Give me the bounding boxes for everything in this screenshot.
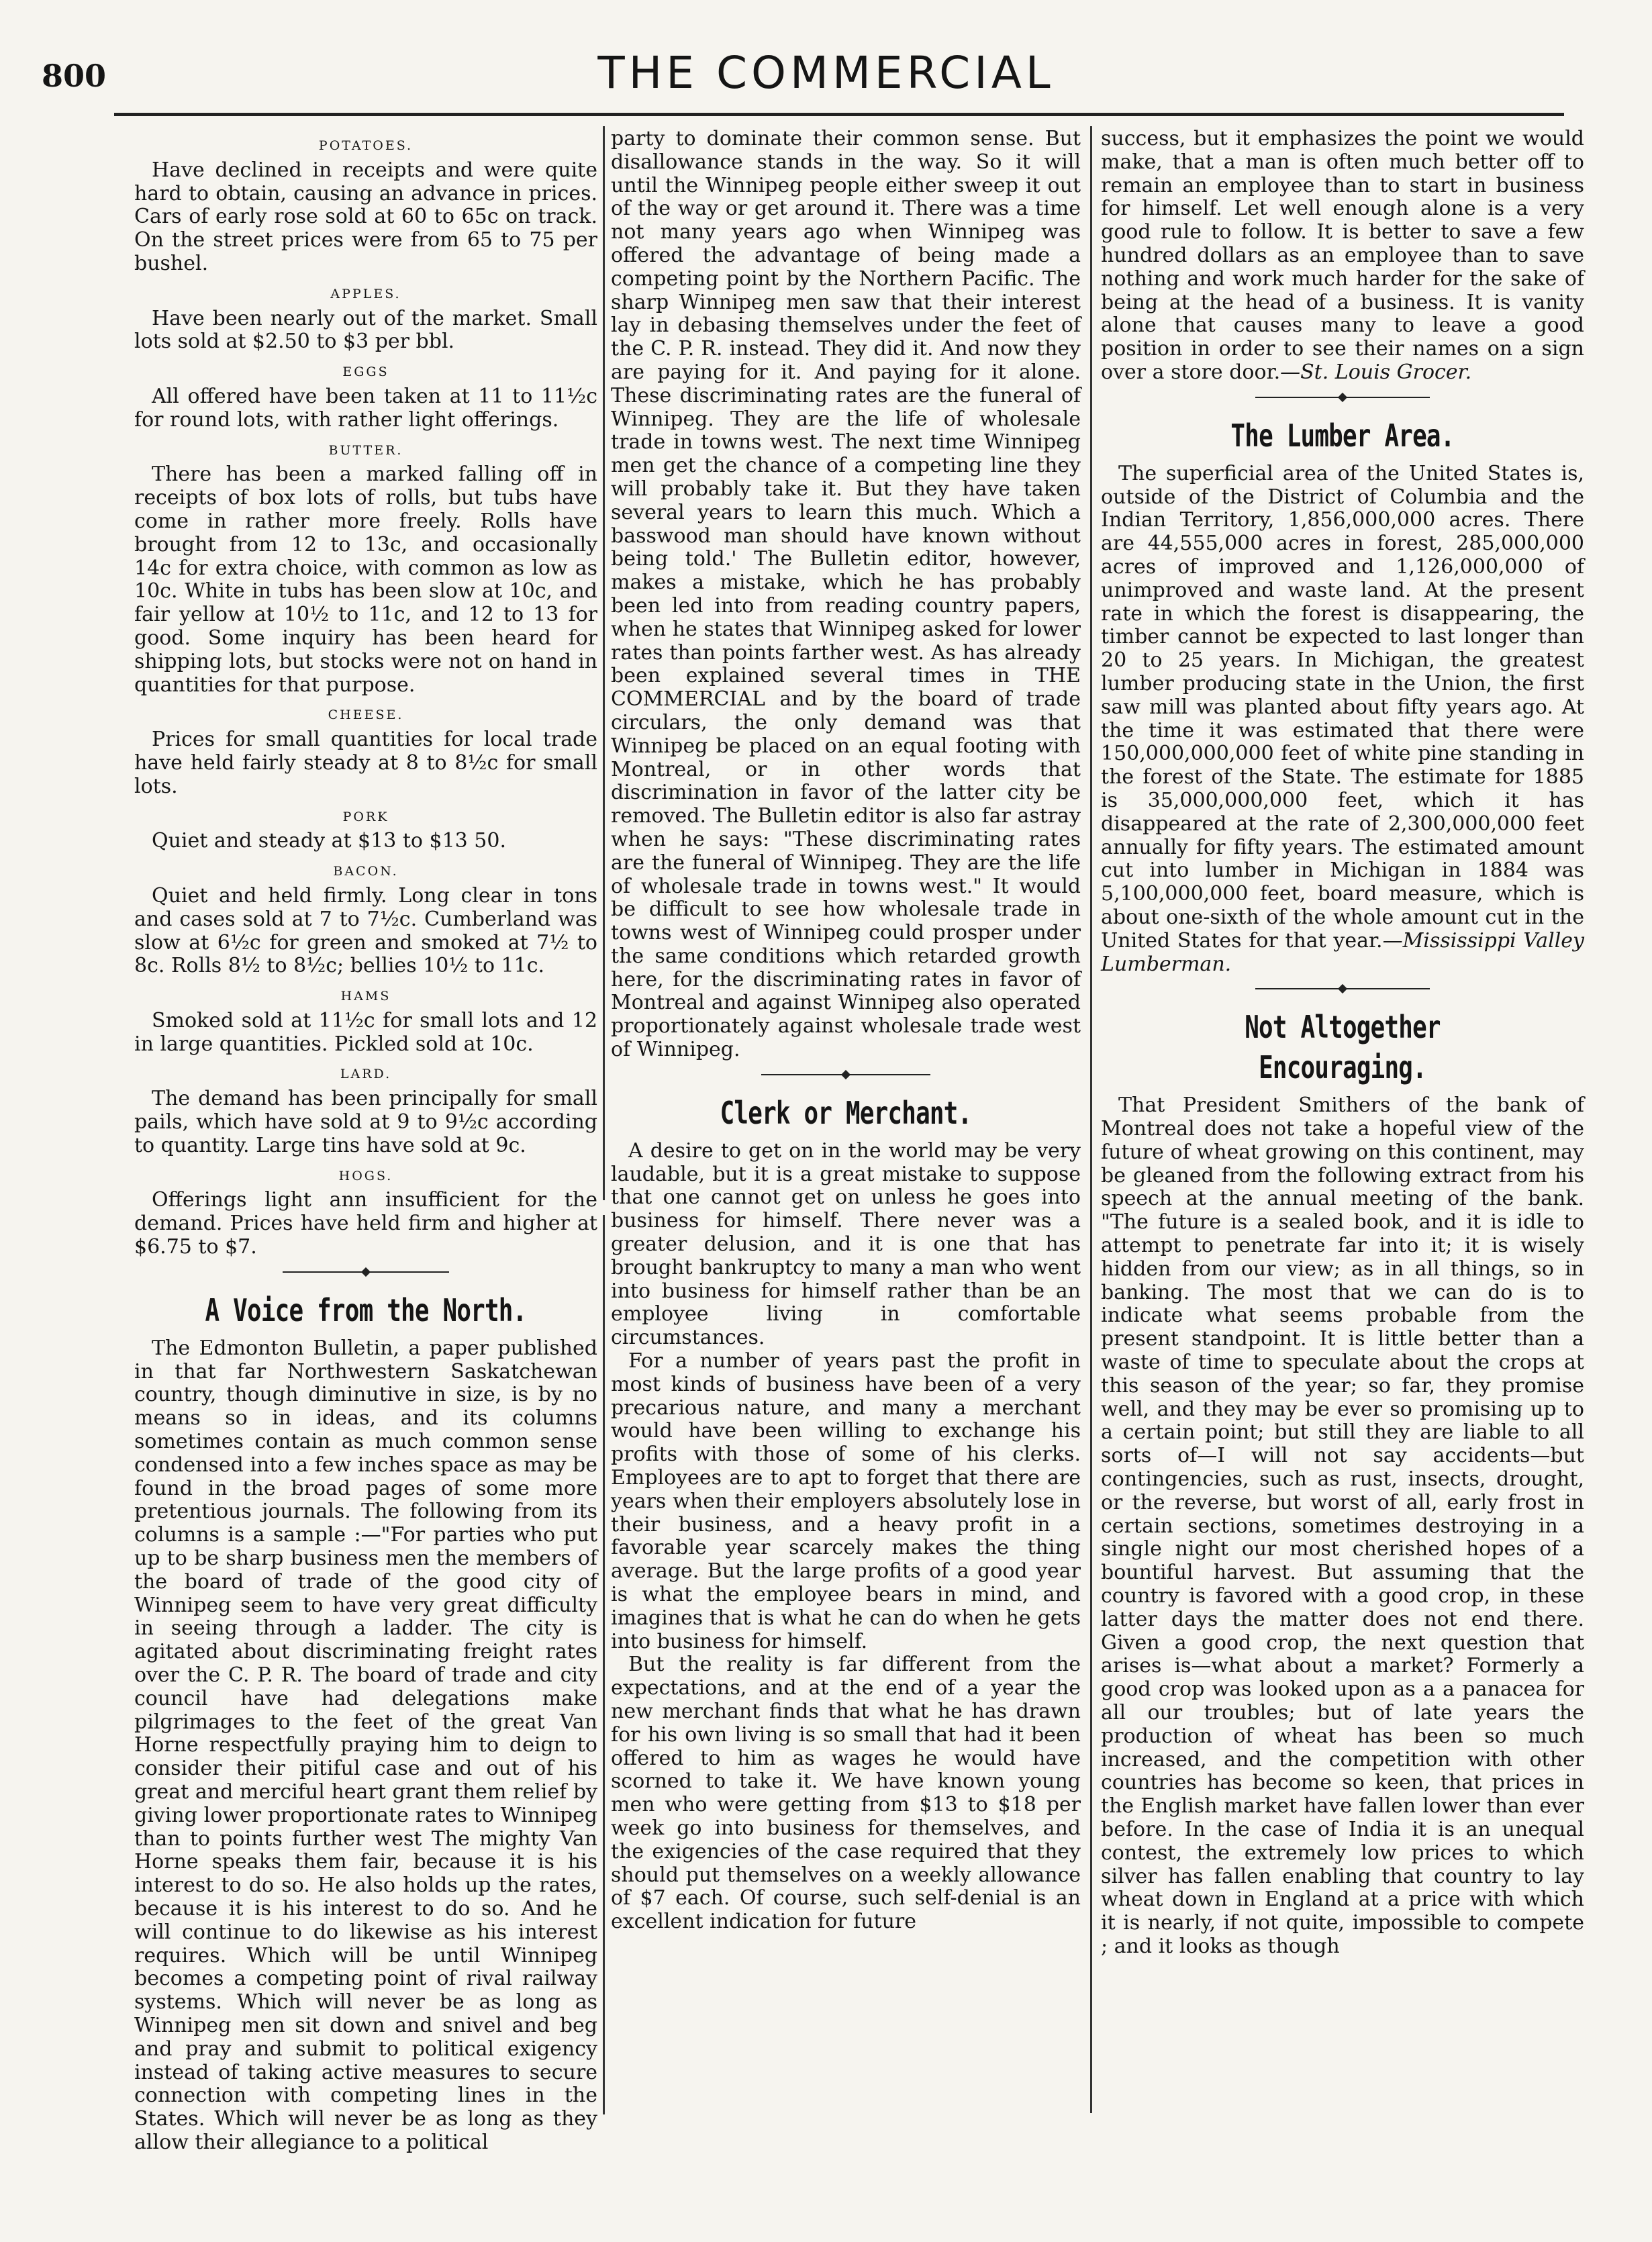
column-2: [611, 128, 1081, 1934]
section-heading: CHEESE.: [328, 708, 404, 723]
section-heading: EGGS: [342, 364, 389, 380]
article-text: The superficial area of the United States is, outside of the District of Columbia and the Indian Territory, 1,856,000,000 acres. There are 44,555,000 acres in forest, 285,000,000 acres of improved and 1,126,000,000 of unimproved and waste land. At the present rate in which the forest is disappearing, the timber cannot be expected to last longer than 20 to 25 years. In Michigan, the greatest lumber producing state in the Union, the first saw mill was planted about fifty years ago. At the time it was estimated that there were 150,000,000,000 feet of white pine standing in the forest of the State. The estimate for 1885 is 35,000,000,000 feet, which it has disappeared at the rate of 2,300,000,000 feet annually for fifty years. The estimated amount cut into lumber in Michigan in 1884 was 5,100,000,000 feet, board measure, which is about one-sixth of the whole amount cut in the United States for that year.: [1101, 461, 1584, 953]
paragraph: Smoked sold at 11½c for small lots and 12 in large quantities. Pickled sold at 10c.: [134, 1008, 597, 1056]
section-divider: [1101, 389, 1584, 406]
column-rule: [603, 126, 605, 1200]
article-body: party to dominate their common sense. But disallowance stands in the way. So it will until the Winnipeg people either sweep it out of the way or get around it. There was a time not many years ago when Winnipeg was offered the advantage of being made a competing point by the Northern Pacific. The sharp Winnipeg men saw that their interest lay in debasing themselves under the feet of the C. P. R. instead. They did it. And now they are paying for it. And paying for it alone. These discriminating rates are the funeral of Winnipeg. They are the life of wholesale trade in towns west. The next time Winnipeg men get the chance of a competing line they will probably take it. But they have taken several years to learn this much. Which a basswood man should have known without being told.' The Bulletin editor, however, makes a mistake, which he has probably been led into from reading country papers, when he states that Winnipeg asked for lower rates than points farther west. As has already been explained several times in THE COMMERCIAL and by the board of trade circulars, the only demand was that Winnipeg be placed on an equal footing with Montreal, or in other words that discrimination in favor of the latter city be removed. The Bulletin editor is also far astray when he says: "These discriminating rates are the funeral of Winnipeg. They are the life of wholesale trade in towns west." It would be difficult to see how wholesale trade in towns west of Winnipeg could prosper under the same conditions which retarded growth here, for the discriminating rates in favor of Montreal and against Winnipeg also operated proportionately against wholesale trade west of Winnipeg.: [611, 127, 1081, 1062]
column-rule: [1090, 126, 1092, 2113]
article-body: [1101, 462, 1584, 977]
section-heading: POTATOES.: [318, 138, 414, 153]
column-rule: [603, 1215, 605, 2114]
section-heading: PORK: [342, 809, 389, 824]
section-heading: HAMS: [340, 989, 391, 1004]
paragraph: All offered have been taken at 11 to 11½c for round lots, with rather light offerings.: [134, 384, 597, 432]
article-citation: —Mississippi Valley Lumberman.: [1101, 928, 1584, 976]
section-divider: [1101, 980, 1584, 997]
article-body: A desire to get on in the world may be very laudable, but it is a great mistake to suppose that one cannot get on unless he goes into business for himself. There never was a greater delusion, and it is one that has brought bankruptcy to many a man who went into business for himself rather than be an employee living in comfortable circumstances.: [611, 1138, 1081, 1350]
article-citation: —St. Louis Grocer.: [1280, 360, 1472, 384]
section-heading: LARD.: [340, 1067, 392, 1082]
section-heading: BACON.: [333, 864, 399, 879]
article-body: The Edmonton Bulletin, a paper published in that far Northwestern Saskatchewan country, though diminutive in size, is by no means so in ideas, and its columns sometimes contain as much common sense condensed into a few inches space as may be found in the broad pages of some more pretentious journals. The following from its columns is a sample :—"For parties who put up to be sharp business men the members of the board of trade of the good city of Winnipeg seem to have very great difficulty in seeing through a ladder. The city is agitated about discriminating freight rates over the C. P. R. The board of trade and city council have had delegations make pilgrimages to the feet of the great Van Horne respectfully praying him to deign to consider their pitiful case and out of his great and merciful heart grant them relief by giving lower proportionate rates to Winnipeg than to points further west The mighty Van Horne speaks them fair, because it is his interest to do so. He also holds up the rates, because it is his interest to do so. And he will continue to do likewise as his interest requires. Which will be until Winnipeg becomes a competing point of rival railway systems. Which will never be as long as Winnipeg men sit down and snivel and beg and pray and submit to political exigency instead of taking active measures to secure connection with competing lines in the States. Which will never be as long as they allow their allegiance to a political: [134, 1336, 597, 2154]
article-body: [1101, 128, 1584, 385]
column-3: [1101, 128, 1584, 1959]
paragraph: Offerings light ann insufficient for the demand. Prices have held firm and higher at $6.75 to $7.: [134, 1188, 597, 1259]
article-body: That President Smithers of the bank of Montreal does not take a hopeful view of the future of wheat growing on this continent, may be gleaned from the following extract from his speech at the annual meeting of the bank. "The future is a sealed book, and it is idle to attempt to penetrate far into it; it is wisely hidden from our view; as in all things, so in banking. The most that we can do is to indicate what seems probable from the present standpoint. It is little better than a waste of time to speculate about the crops at this season of the year; so far, they promise well, and they may be ever so promising up to a certain point; but still they are liable to all sorts of—I will not say accidents—but contingencies, such as rust, insects, drought, or the reverse, but worst of all, early frost in certain sections, sometimes destroying in a single night our most cherished hopes of a bountiful harvest. But assuming that the country is favored with a good crop, in these latter days the matter does not end there. Given a good crop, the next question that arises is—what about a market? Formerly a good crop was looked upon as a a panacea for all our troubles; but of late years the production of wheat has been so much increased, and the competition with other countries has become so keen, that prices in the English market have fallen lower than ever before. In the case of India it is an unequal contest, the extremely low prices to which silver has fallen enabling that country to lay wheat down in England at a price with which it is nearly, if not quite, impossible to compete ; and it looks as though: [1101, 1093, 1584, 1958]
page-number: 800: [42, 58, 107, 94]
paragraph: There has been a marked falling off in receipts of box lots of rolls, but tubs have come in rather more freely. Rolls have brought from 12 to 13c, and occasionally 14c for extra choice, with common as low as 10c. White in tubs has been slow at 10c, and fair yellow at 10½ to 11c, and 12 to 13 for good. Some inquiry has been heard for shipping lots, but stocks were not on hand in quantities for that purpose.: [134, 462, 597, 697]
paragraph: Have declined in receipts and were quite hard to obtain, causing an advance in prices. Cars of early rose sold at 60 to 65c on track. On the street prices were from 65 to 75 per bushel.: [134, 158, 597, 275]
section-heading: BUTTER.: [328, 442, 403, 458]
article-headline: A Voice from the North.: [205, 1291, 527, 1328]
paragraph: Prices for small quantities for local trade have held fairly steady at 8 to 8½c for small lots.: [134, 728, 597, 798]
paragraph: Have been nearly out of the market. Small lots sold at $2.50 to $3 per bbl.: [134, 306, 597, 354]
page-title: THE COMMERCIAL: [597, 47, 1055, 99]
article-headline: Clerk or Merchant.: [720, 1094, 972, 1131]
section-heading: APPLES.: [330, 286, 401, 301]
column-1: [134, 128, 597, 2155]
section-divider: [611, 1066, 1081, 1083]
paragraph: The demand has been principally for small pails, which have sold at 9 to 9½c according to quantity. Large tins have sold at 9c.: [134, 1087, 597, 1157]
paragraph: Quiet and held firmly. Long clear in tons and cases sold at 7 to 7½c. Cumberland was slow at 6½c for green and smoked at 7½ to 8c. Rolls 8½ to 8½c; bellies 10½ to 11c.: [134, 883, 597, 978]
article-body: But the reality is far different from the expectations, and at the end of a year the new merchant finds that what he has drawn for his own living is so small that had it been offered to him as wages he would have scorned to take it. We have known young men who were getting from $13 to $18 per week go into business for themselves, and the exigencies of the case required that they should put themselves on a weekly allowance of $7 each. Of course, such self-denial is an excellent indication for future: [611, 1653, 1081, 1934]
section-divider: [134, 1263, 597, 1281]
paragraph: Quiet and steady at $13 to $13 50.: [152, 829, 507, 853]
article-text: success, but it emphasizes the point we would make, that a man is often much better off to remain an employee than to start in business for himself. Let well enough alone is a very good rule to follow. It is better to save a few hundred dollars as an employee than to save nothing and work much harder for the sake of being at the head of a business. It is vanity alone that causes many to leave a good position in order to see their names on a sign over a store door.: [1101, 127, 1584, 384]
header-rule: [114, 113, 1564, 116]
article-body: For a number of years past the profit in most kinds of business have been of a very precarious nature, and many a merchant would have been willing to exchange his profits with those of some of his clerks. Employees are to apt to forget that there are years when their employers absolutely lose in their business, and a heavy profit in a favorable year scarcely makes the thing average. But the large profits of a good year is what the employee bears in mind, and imagines that is what he can do when he gets into business for himself.: [611, 1349, 1081, 1653]
article-headline: The Lumber Area.: [1230, 417, 1455, 454]
article-headline: Not Altogether Encouraging.: [1245, 1009, 1441, 1086]
section-heading: HOGS.: [338, 1168, 393, 1183]
